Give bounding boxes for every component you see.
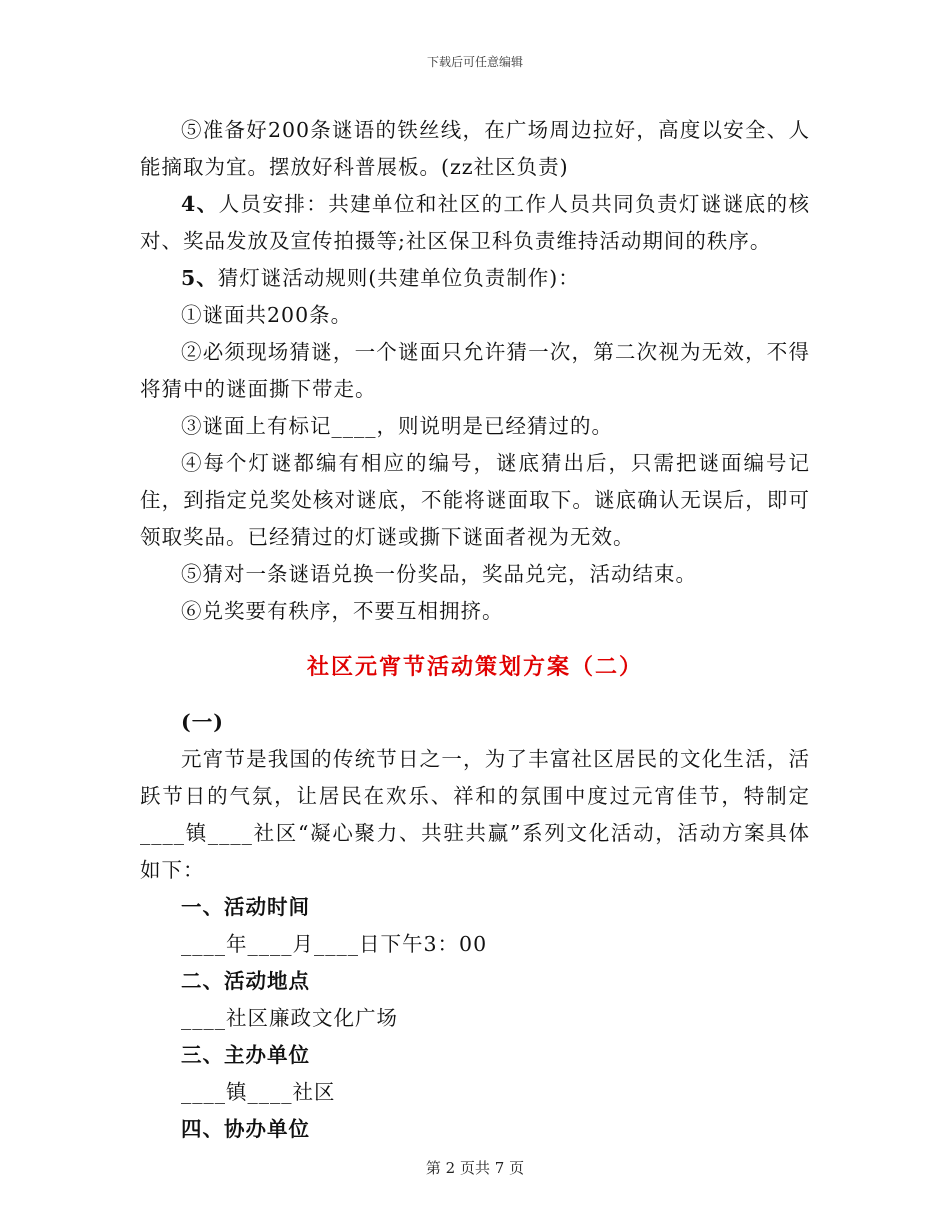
rule-4: ④每个灯谜都编有相应的编号，谜底猜出后，只需把谜面编号记住，到指定兑奖处核对谜底，不能将谜面取下。谜底确认无误后，即可领取奖品。已经猜过的灯谜或撕下谜面者视为无效。	[140, 451, 810, 549]
subsection-label: (一)	[181, 710, 224, 734]
rule-5: ⑤猜对一条谜语兑换一份奖品，奖品兑完，活动结束。	[181, 562, 697, 586]
heading-co-organizer: 四、协办单位	[181, 1117, 310, 1141]
item-number: 4、	[181, 192, 219, 216]
heading-host: 三、主办单位	[181, 1043, 310, 1067]
item-text: 人员安排：共建单位和社区的工作人员共同负责灯谜谜底的核对、奖品发放及宣传拍摄等;社区保卫科负责维持活动期间的秩序。	[140, 192, 811, 253]
rule-1: ①谜面共200条。	[181, 303, 353, 327]
item-number: 5、	[181, 266, 218, 290]
heading-activity-time: 一、活动时间	[181, 895, 310, 919]
document-body	[140, 112, 810, 1148]
activity-time: ____年____月____日下午3：00	[181, 932, 488, 956]
paragraph-prepare-wires: ⑤准备好200条谜语的铁丝线，在广场周边拉好，高度以安全、人能摘取为宜。摆放好科普展板。(zz社区负责)	[140, 118, 810, 179]
rule-2: ②必须现场猜谜，一个谜面只允许猜一次，第二次视为无效，不得将猜中的谜面撕下带走。	[140, 340, 810, 401]
rule-3: ③谜面上有标记____，则说明是已经猜过的。	[181, 414, 613, 438]
page-footer: 第 2 页共 7 页	[425, 1159, 525, 1177]
section-title: 社区元宵节活动策划方案（二）	[306, 654, 643, 680]
page-header: 下载后可任意编辑	[426, 55, 523, 69]
activity-place: ____社区廉政文化广场	[181, 1006, 398, 1030]
paragraph-rules-heading	[140, 260, 810, 297]
item-text: 猜灯谜活动规则(共建单位负责制作)：	[217, 266, 580, 290]
paragraph-staffing	[140, 186, 810, 260]
rule-6: ⑥兑奖要有秩序，不要互相拥挤。	[181, 599, 504, 623]
intro-paragraph: 元宵节是我国的传统节日之一，为了丰富社区居民的文化生活，活跃节日的气氛，让居民在欢乐、祥和的氛围中度过元宵佳节，特制定____镇____社区“凝心聚力、共驻共赢”系列文化活动，活动方案具体如下：	[140, 747, 810, 882]
heading-activity-place: 二、活动地点	[181, 969, 310, 993]
host-unit: ____镇____社区	[181, 1080, 336, 1104]
